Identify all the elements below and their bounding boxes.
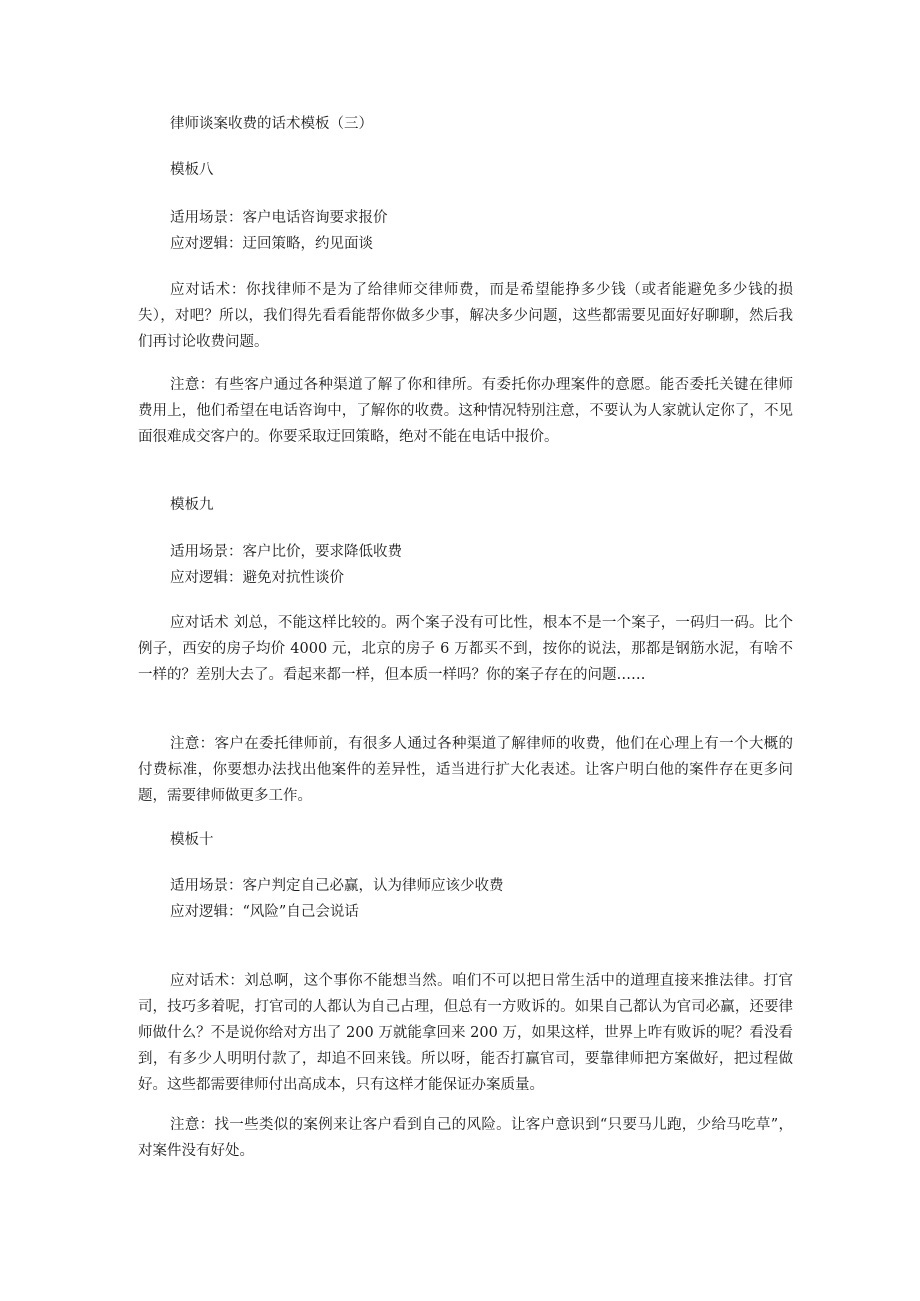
applicable-scene: 适用场景：客户电话咨询要求报价 (170, 210, 388, 226)
response-script: 应对话术 刘总，不能这样比较的。两个案子没有可比性，根本不是一个案子，一码归一码。比个例子，西安的房子均价 4000 元，北京的房子 6 万都买不到，按你的说法，那都是钢筋水泥，有啥不一样的？差别大去了。看起来都一样，但本质一样吗？你的案子存在的问题…… (138, 615, 793, 683)
document-title: 律师谈案收费的话术模板（三） (170, 116, 373, 132)
template-heading: 模板十 (170, 832, 214, 848)
applicable-scene: 适用场景：客户判定自己必赢，认为律师应该少收费 (170, 878, 504, 894)
response-script: 应对话术：你找律师不是为了给律师交律师费，而是希望能挣多少钱（或者能避免多少钱的损失），对吧？所以，我们得先看看能帮你做多少事，解决多少问题，这些都需要见面好好聊聊，然后我们再讨论收费问题。 (138, 282, 793, 350)
template-heading: 模板九 (170, 497, 214, 513)
response-logic: 应对逻辑：迂回策略，约见面谈 (170, 236, 373, 252)
note-paragraph: 注意：有些客户通过各种渠道了解了你和律所。有委托你办理案件的意愿。能否委托关键在律师费用上，他们希望在电话咨询中，了解你的收费。这种情况特别注意，不要认为人家就认定你了，不见面很难成交客户的。你要采取迂回策略，绝对不能在电话中报价。 (138, 377, 793, 445)
note-paragraph: 注意：找一些类似的案例来让客户看到自己的风险。让客户意识到“只要马儿跑，少给马吃草”，对案件没有好处。 (138, 1117, 793, 1159)
response-logic: 应对逻辑：“风险”自己会说话 (170, 904, 359, 920)
template-heading: 模板八 (170, 162, 214, 178)
response-script: 应对话术：刘总啊，这个事你不能想当然。咱们不可以把日常生活中的道理直接来推法律。打官司，技巧多着呢，打官司的人都认为自己占理，但总有一方败诉的。如果自己都认为官司必赢，还要律师做什么？不是说你给对方出了 200 万就能拿回来 200 万，如果这样，世界上咋有败诉的呢？看没看到，有多少人明明付款了，却追不回来钱。所以呀，能否打赢官司，要靠律师把方案做好，把过程做好。这些都需要律师付出高成本，只有这样才能保证办案质量。 (138, 973, 793, 1093)
applicable-scene: 适用场景：客户比价，要求降低收费 (170, 544, 402, 560)
note-paragraph: 注意：客户在委托律师前，有很多人通过各种渠道了解律师的收费，他们在心理上有一个大概的付费标准，你要想办法找出他案件的差异性，适当进行扩大化表述。让客户明白他的案件存在更多问题，需要律师做更多工作。 (138, 736, 793, 804)
response-logic: 应对逻辑：避免对抗性谈价 (170, 570, 344, 586)
